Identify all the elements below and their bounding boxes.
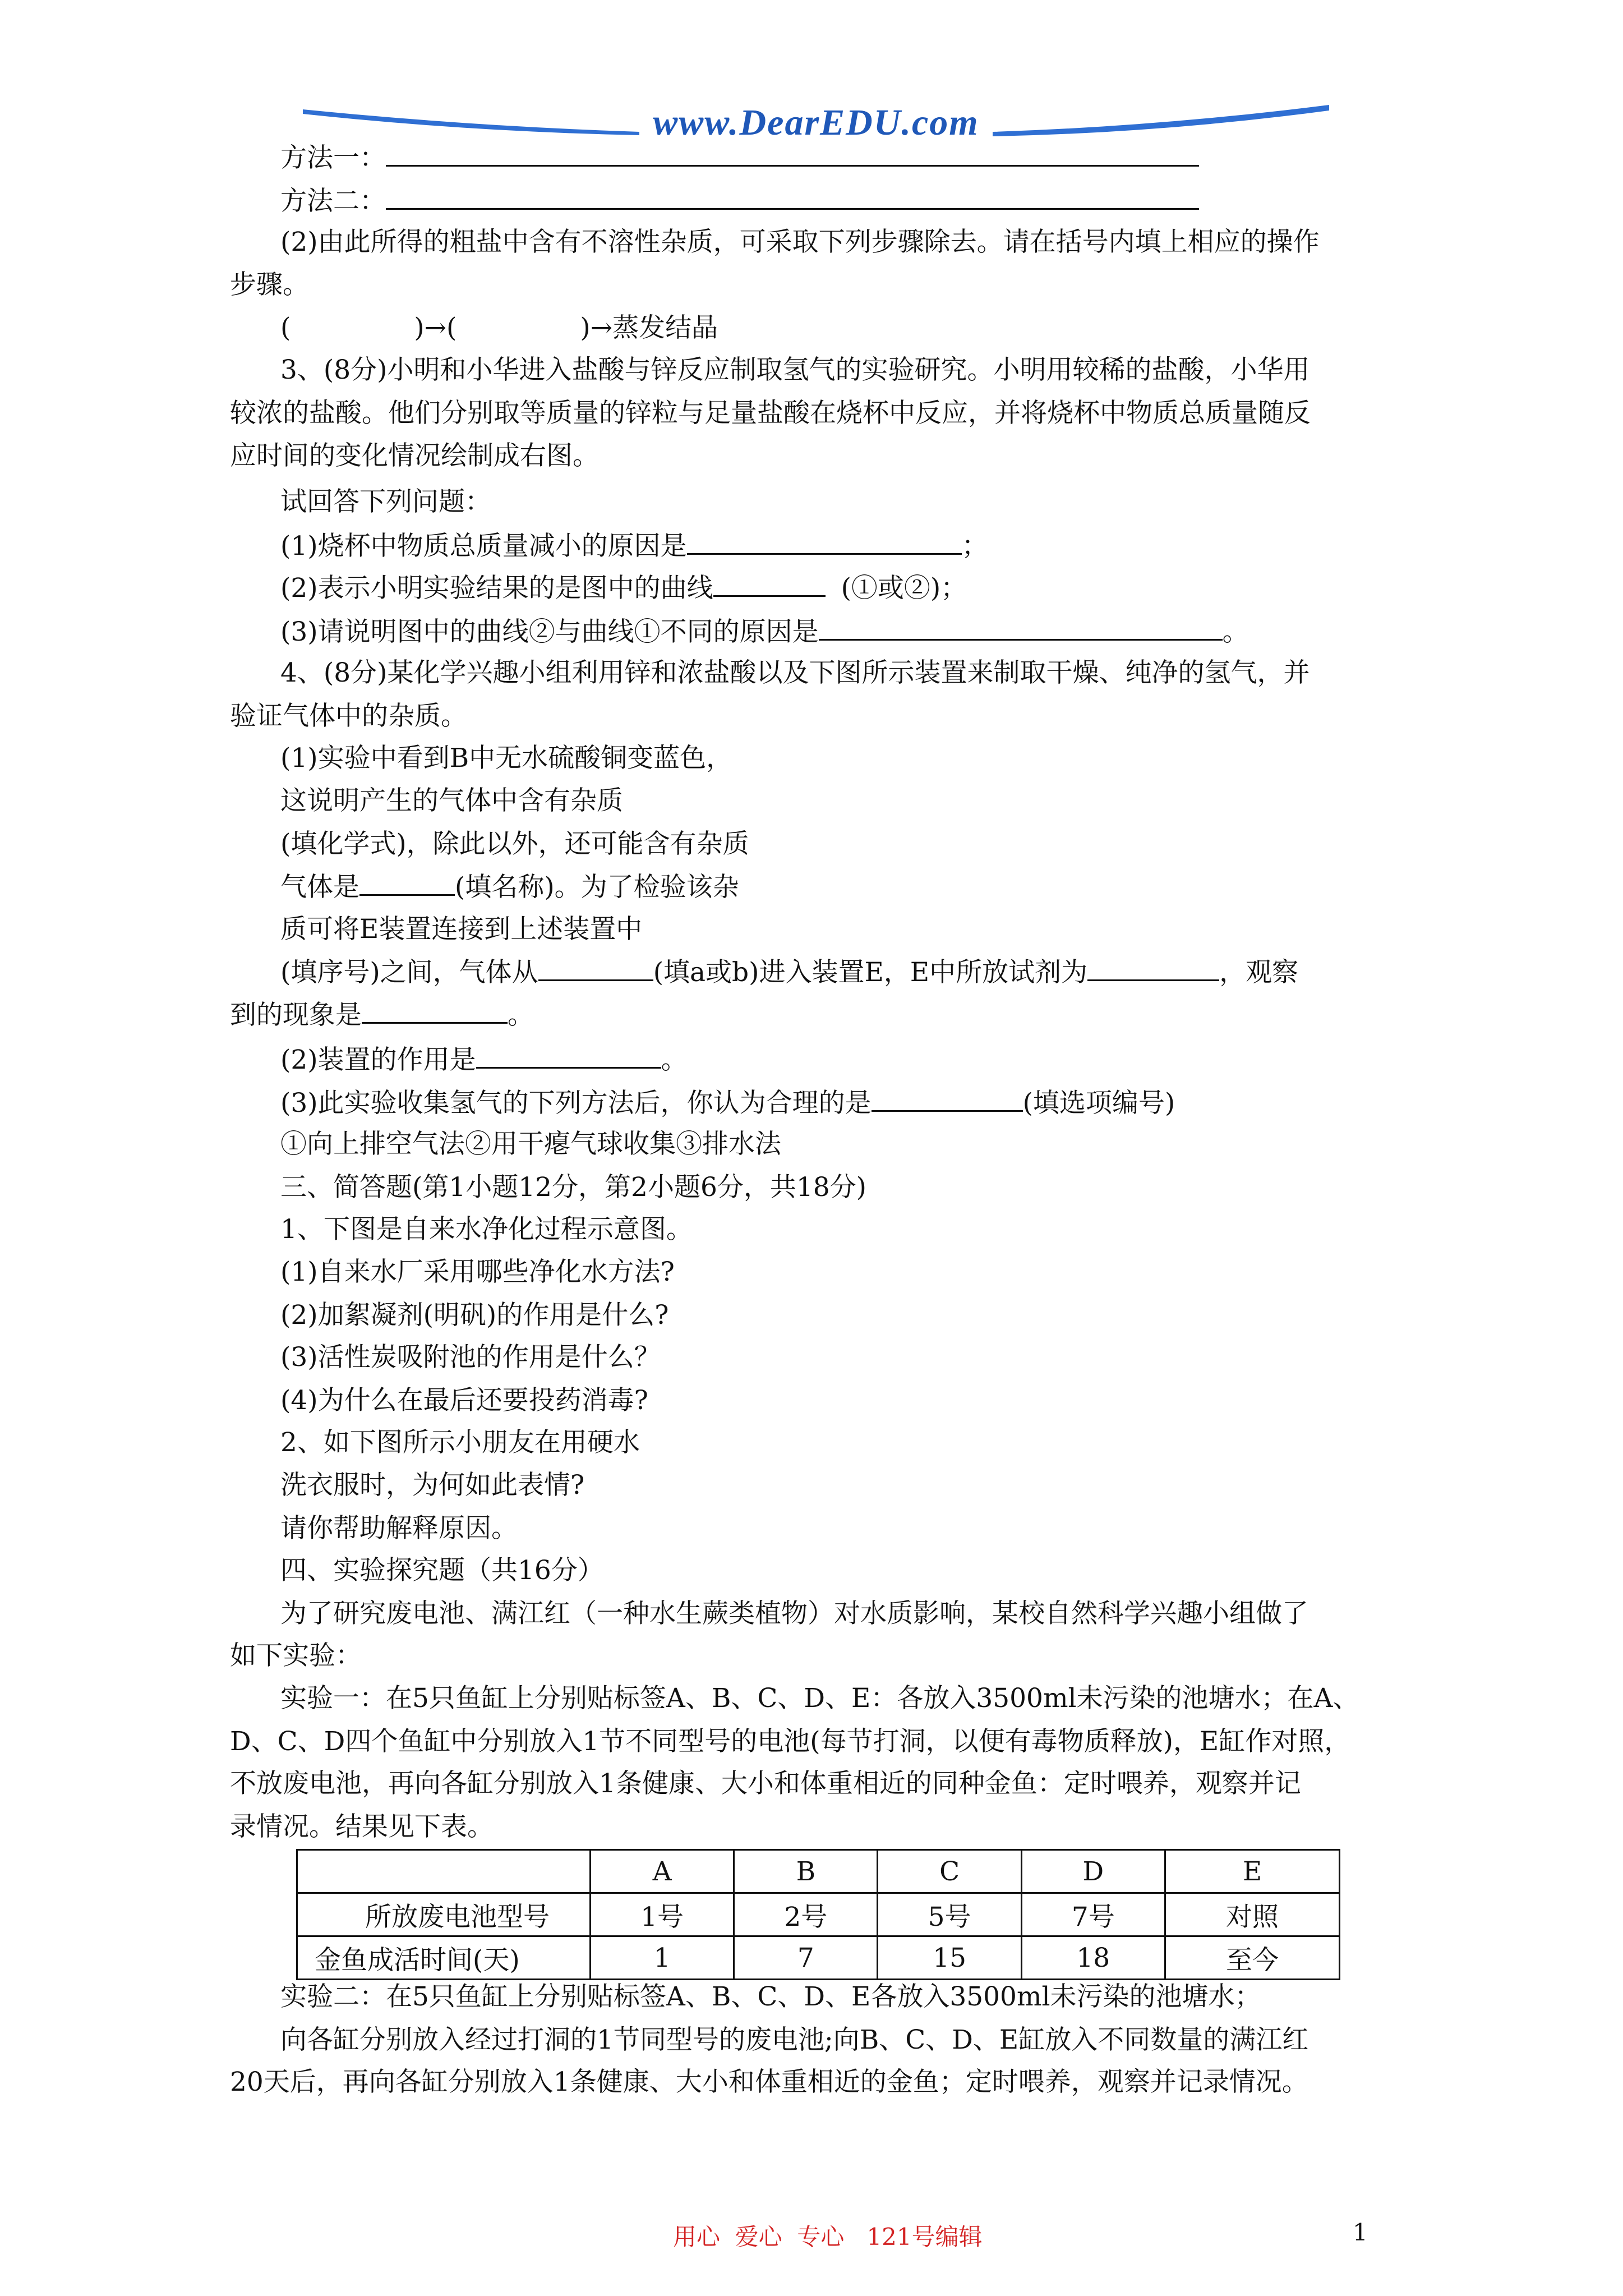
text-line: 应时间的变化情况绘制成右图。 — [230, 440, 599, 471]
table-cell: E — [1165, 1850, 1339, 1893]
table-cell: C — [878, 1850, 1021, 1893]
page-number: 1 — [1353, 2219, 1368, 2246]
table-row — [297, 1936, 1340, 1980]
table-cell: 1号 — [591, 1893, 734, 1936]
q3-part2-blank — [713, 570, 826, 597]
method-one-blank — [386, 140, 1199, 167]
text-line: (1)自来水厂采用哪些净化水方法? — [280, 1257, 675, 1287]
q4-phenomenon-line — [230, 997, 534, 1032]
question-4-line: 4、(8分)某化学兴趣小组利用锌和浓盐酸以及下图所示装置来制取干燥、纯净的氢气，并 — [280, 657, 1310, 688]
q3-part1-text: (1)烧杯中物质总质量减小的原因是 — [280, 531, 687, 562]
method-two-label: 方法二： — [280, 186, 386, 217]
text-line: 如下实验： — [230, 1640, 362, 1671]
q4-part2-line — [280, 1042, 688, 1077]
table-cell: 至今 — [1165, 1936, 1339, 1980]
method-one-line — [280, 140, 1199, 175]
q3-part3-end: 。 — [1222, 616, 1249, 647]
text-line: ①向上排空气法②用干瘪气球收集③排水法 — [280, 1129, 781, 1159]
table-cell: 1 — [591, 1936, 734, 1980]
table-cell: A — [591, 1850, 734, 1893]
q4-observe-text: ，观察 — [1219, 957, 1299, 988]
q4-phenomenon-blank — [362, 997, 508, 1024]
site-url: www.DearEDU.com — [653, 102, 979, 143]
table-cell: 7 — [734, 1936, 878, 1980]
text-line: 向各缸分别放入经过打洞的1节同型号的废电池;向B、C、D、E缸放入不同数量的满江红 — [280, 2024, 1309, 2055]
table-cell — [297, 1850, 591, 1893]
text-line: 洗衣服时，为何如此表情? — [280, 1470, 585, 1501]
q4-part2-text: (2)装置的作用是 — [280, 1045, 476, 1075]
text-line: 2、如下图所示小朋友在用硬水 — [280, 1427, 640, 1458]
q4-phenomenon-end: 。 — [508, 1000, 534, 1030]
q4-part2-blank — [476, 1042, 661, 1069]
q4-gas-blank — [359, 869, 455, 896]
table-cell: 18 — [1021, 1936, 1165, 1980]
paren-step-end: )→蒸发结晶 — [580, 312, 718, 343]
q4-reagent-text: (填a或b)进入装置E，E中所放试剂为 — [653, 957, 1088, 988]
method-one-label: 方法一： — [280, 142, 386, 173]
text-line: 这说明产生的气体中含有杂质 — [280, 785, 623, 816]
table-header-row — [297, 1850, 1340, 1893]
q3-part3-line — [280, 614, 1249, 649]
q4-gas-text: 气体是 — [280, 872, 359, 903]
text-line: 不放废电池，再向各缸分别放入1条健康、大小和体重相近的同种金鱼：定时喂养，观察并记 — [230, 1768, 1301, 1799]
text-line: (4)为什么在最后还要投药消毒? — [280, 1385, 648, 1416]
paren-step: )→( — [414, 312, 457, 343]
site-header-logo — [303, 98, 1329, 143]
paren-open: ( — [280, 312, 291, 343]
text-line: (填化学式)，除此以外，还可能含有杂质 — [280, 829, 749, 859]
text-line: 实验一：在5只鱼缸上分别贴标签A、B、C、D、E：各放入3500ml未污染的池塘水；在A、 — [280, 1683, 1359, 1714]
text-line: 1、下图是自来水净化过程示意图。 — [280, 1214, 693, 1245]
q3-part1-line — [280, 528, 988, 563]
text-line: 较浓的盐酸。他们分别取等质量的锌粒与足量盐酸在烧杯中反应，并将烧杯中物质总质量随反 — [230, 398, 1311, 429]
q3-part2-text: (2)表示小明实验结果的是图中的曲线 — [280, 573, 713, 604]
table-row — [297, 1893, 1340, 1936]
text-line: 验证气体中的杂质。 — [230, 701, 467, 731]
q4-device-line — [280, 955, 1298, 990]
q3-part1-blank — [687, 528, 962, 555]
table-row-header: 金鱼成活时间(天) — [297, 1936, 591, 1980]
text-line: 质可将E装置连接到上述装置中 — [280, 914, 643, 945]
q4-device-text: (填序号)之间，气体从 — [280, 957, 538, 988]
table-cell: 7号 — [1021, 1893, 1165, 1936]
text-line: (3)活性炭吸附池的作用是什么？ — [280, 1342, 661, 1373]
results-table — [296, 1849, 1340, 1980]
q4-part3-blank — [872, 1085, 1023, 1112]
q3-part1-end: ； — [961, 531, 988, 562]
table-cell: 2号 — [734, 1893, 878, 1936]
table-cell: 15 — [878, 1936, 1021, 1980]
question-3-line: 3、(8分)小明和小华进入盐酸与锌反应制取氢气的实验研究。小明用较稀的盐酸，小华用 — [280, 355, 1310, 385]
text-line: (2)由此所得的粗盐中含有不溶性杂质，可采取下列步骤除去。请在括号内填上相应的操作 — [280, 227, 1320, 257]
table-row-header: 所放废电池型号 — [297, 1893, 591, 1936]
text-line: 步骤。 — [230, 269, 309, 300]
table-cell: D — [1021, 1850, 1165, 1893]
q4-gas-line — [280, 869, 739, 904]
q4-part2-end: 。 — [661, 1045, 688, 1075]
q4-part3-line — [280, 1085, 1175, 1120]
steps-line — [280, 311, 718, 345]
q3-part3-blank — [819, 614, 1223, 641]
q4-part3-text: (3)此实验收集氢气的下列方法后，你认为合理的是 — [280, 1088, 872, 1119]
text-line: 录情况。结果见下表。 — [230, 1811, 494, 1842]
table-cell: B — [734, 1850, 878, 1893]
text-line: 试回答下列问题： — [280, 486, 491, 517]
text-line: 请你帮助解释原因。 — [280, 1513, 518, 1544]
q4-phenomenon-text: 到的现象是 — [230, 1000, 362, 1030]
q4-gas-end: (填名称)。为了检验该杂 — [455, 872, 739, 903]
section-4-heading: 四、实验探究题（共16分） — [280, 1555, 604, 1586]
method-two-line — [280, 183, 1199, 218]
q4-part3-end: (填选项编号) — [1022, 1088, 1175, 1119]
text-line: D、C、D四个鱼缸中分别放入1节不同型号的电池(每节打洞，以便有毒物质释放)，E缸作对照， — [230, 1726, 1351, 1757]
q3-part2-line — [280, 570, 967, 605]
table-cell: 5号 — [878, 1893, 1021, 1936]
text-line: (1)实验中看到B中无水硫酸铜变蓝色， — [280, 743, 733, 774]
q3-part3-text: (3)请说明图中的曲线②与曲线①不同的原因是 — [280, 616, 819, 647]
table-cell: 对照 — [1165, 1893, 1339, 1936]
footer-slogan: 用心 爱心 专心 121号编辑 — [673, 2223, 983, 2251]
method-two-blank — [386, 183, 1199, 210]
q4-reagent-blank — [1087, 955, 1219, 981]
text-line: 为了研究废电池、满江红（一种水生蕨类植物）对水质影响，某校自然科学兴趣小组做了 — [280, 1598, 1308, 1629]
text-line: 20天后，再向各缸分别放入1条健康、大小和体重相近的金鱼；定时喂养，观察并记录情况。 — [230, 2067, 1308, 2097]
q3-part2-end: (①或②)； — [841, 573, 967, 604]
text-line: 实验二：在5只鱼缸上分别贴标签A、B、C、D、E各放入3500ml未污染的池塘水； — [280, 1981, 1261, 2012]
section-3-heading: 三、简答题(第1小题12分，第2小题6分，共18分) — [280, 1172, 866, 1203]
text-line: (2)加絮凝剂(明矾)的作用是什么? — [280, 1300, 669, 1331]
q4-inlet-blank — [538, 955, 653, 981]
